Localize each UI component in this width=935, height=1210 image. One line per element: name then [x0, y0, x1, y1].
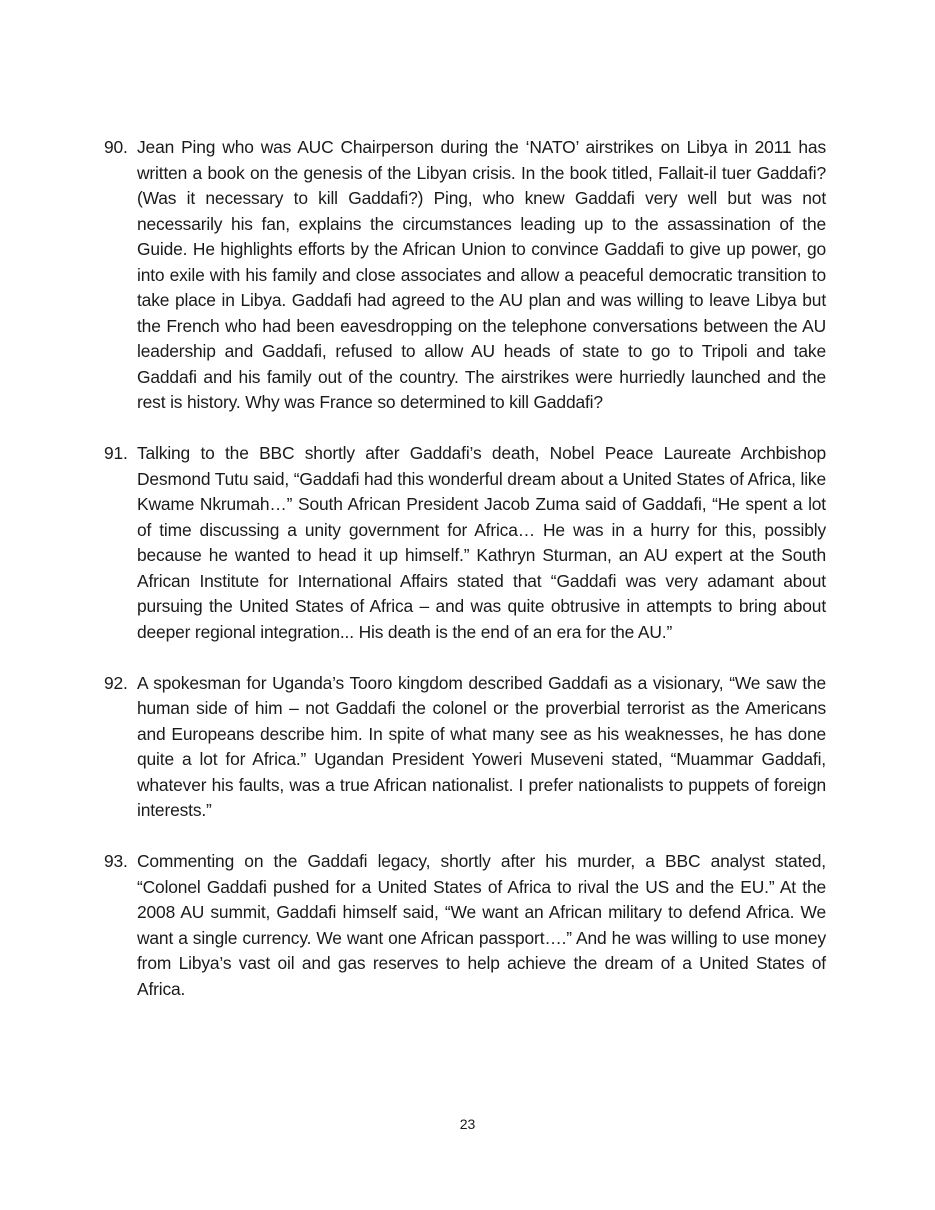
page-number: 23	[459, 1116, 476, 1132]
paragraph-number: 93.	[104, 851, 128, 871]
paragraph-text: Jean Ping who was AUC Chairperson during the ‘NATO’ airstrikes on Libya in 2011 has written a book on the genesis of the Libyan crisis. In the book titled, Fallait-il tuer Gaddafi? (Was it necessary to kill Gaddafi?) Ping, who knew Gaddafi very well but was not necessarily his fan, explains the circumstances leading up to the assassination of the Guide. He highlights efforts by the African Union to convince Gaddafi to give up power, go into exile with his family and close associates and allow a peaceful democratic transition to take place in Libya. Gaddafi had agreed to the AU plan and was willing to leave Libya but the French who had been eavesdropping on the telephone conversations between the AU leadership and Gaddafi, refused to allow AU heads of state to go to Tripoli and take Gaddafi and his family out of the country. The airstrikes were hurriedly launched and the rest is history. Why was France so determined to kill Gaddafi?	[137, 137, 826, 412]
paragraph-91	[104, 441, 826, 645]
paragraph-93	[104, 849, 826, 1002]
paragraph-90	[104, 135, 826, 416]
paragraph-number: 90.	[104, 137, 128, 157]
paragraph-number: 92.	[104, 672, 128, 693]
numbered-paragraph-list	[104, 135, 826, 1028]
paragraph-text: Commenting on the Gaddafi legacy, shortly after his murder, a BBC analyst stated, “Colonel Gaddafi pushed for a United States of Africa to rival the US and the EU.” At the 2008 AU summit, Gaddafi himself said, “We want an African military to defend Africa. We want a single currency. We want one African passport….” And he was willing to use money from Libya’s vast oil and gas reserves to help achieve the dream of a United States of Africa.	[137, 851, 826, 999]
paragraph-text: A spokesman for Uganda’s Tooro kingdom described Gaddafi as a visionary, “We saw the human side of him – not Gaddafi the colonel or the proverbial terrorist as the Americans and Europeans describe him. In spite of what many see as his weaknesses, he has done quite a lot for Africa.” Ugandan President Yoweri Museveni stated, “Muammar Gaddafi, whatever his faults, was a true African nationalist. I prefer nationalists to puppets of foreign interests.”	[137, 672, 826, 820]
paragraph-number: 91.	[104, 443, 128, 463]
paragraph-92	[104, 671, 826, 824]
paragraph-text: Talking to the BBC shortly after Gaddafi’s death, Nobel Peace Laureate Archbishop Desmond Tutu said, “Gaddafi had this wonderful dream about a United States of Africa, like Kwame Nkrumah…” South African President Jacob Zuma said of Gaddafi, “He spent a lot of time discussing a unity government for Africa… He was in a hurry for this, possibly because he wanted to head it up himself.” Kathryn Sturman, an AU expert at the South African Institute for International Affairs stated that “Gaddafi was very adamant about pursuing the United States of Africa – and was quite obtrusive in attempts to bring about deeper regional integration... His death is the end of an era for the AU.”	[137, 443, 826, 642]
